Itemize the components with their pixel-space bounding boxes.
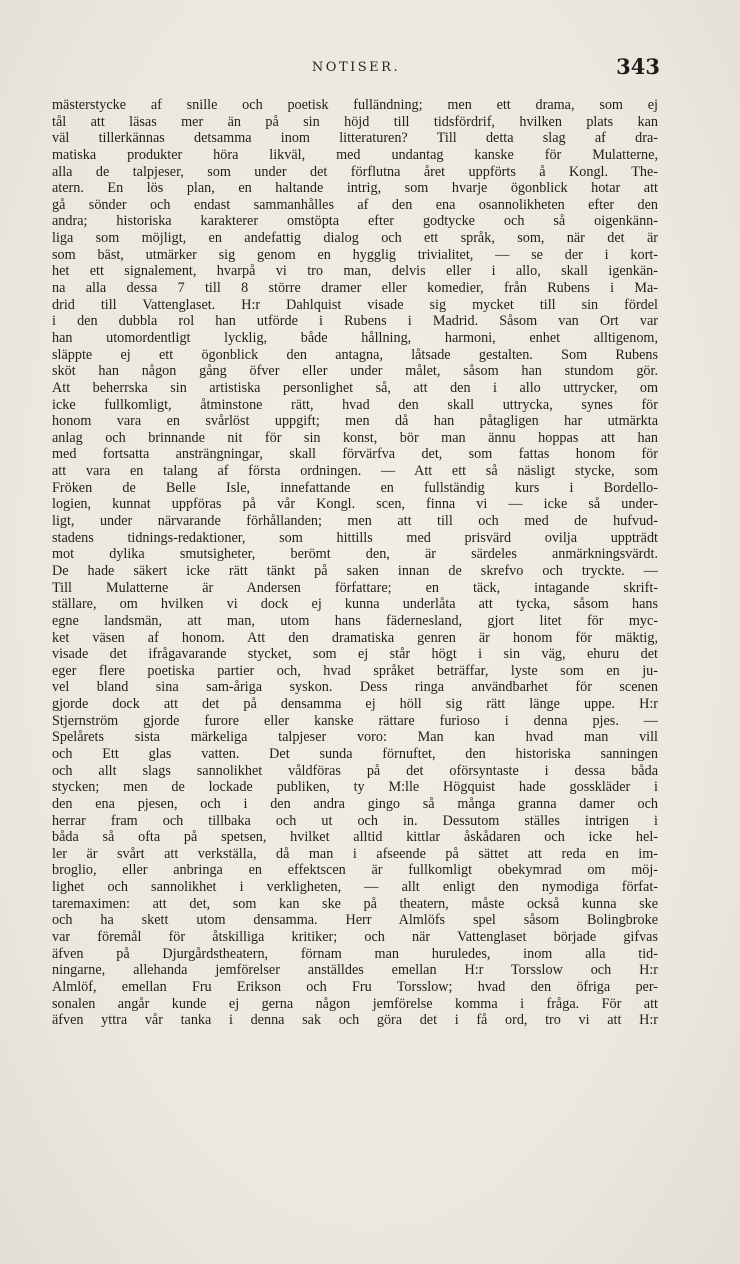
text-line: Spelårets sista märkeliga talpjeser voro: Man kan hvad man vill	[52, 729, 658, 746]
page-header	[52, 54, 660, 84]
text-line: och Ett glas vatten. Det sunda förnuftet, den historiska sanningen	[52, 745, 658, 762]
text-line: liga som möjligt, en andefattig dialog och ett språk, som, när det är	[52, 230, 658, 247]
text-line: Fröken de Belle Isle, innefattande en fullständig kurs i Bordello-	[52, 479, 658, 496]
text-line: ställare, om hvilken vi dock ej kunna underlåta att tycka, såsom hans	[52, 596, 658, 613]
text-line: sonalen angår kunde ej gerna någon jemförelse komma i fråga. För att	[52, 995, 658, 1012]
text-line: med fortsatta ansträngningar, skall förvärfva det, som fattas honom för	[52, 446, 658, 463]
text-line: den ena pjesen, och i den andra gingo så många granna damer och	[52, 795, 658, 812]
text-line: visade det ifrågavarande stycket, som ej står högt i sin väg, ehuru det	[52, 646, 658, 663]
text-line: ligt, under närvarande förhållanden; men att till och med de hufvud-	[52, 513, 658, 530]
page-number: 343	[616, 54, 660, 79]
text-line: taremaximen: att det, som kan ske på theatern, måste också kunna ske	[52, 895, 658, 912]
text-line: väl tillerkännas detsamma inom litteraturen? Till detta slag af dra-	[52, 130, 658, 147]
text-line: ningarne, allehanda jemförelser anställdes emellan H:r Torsslow och H:r	[52, 962, 658, 979]
text-line: Almlöf, emellan Fru Erikson och Fru Torsslow; hvad den öfriga per-	[52, 978, 658, 995]
text-line: släppte ej ett ögonblick den antagna, låtsade gestalten. Som Rubens	[52, 346, 658, 363]
text-line: eger flere poetiska partier och, hvad språket beträffar, lyste som en ju-	[52, 662, 658, 679]
text-line: i den dubbla rol han utförde i Rubens i Madrid. Såsom van Ort var	[52, 313, 658, 330]
text-line: stycken; men de lockade publiken, ty M:lle Högquist hade gosskläder i	[52, 779, 658, 796]
text-line: lighet och sannolikhet i verkligheten, — allt enligt den nymodiga förfat-	[52, 879, 658, 896]
body-text	[52, 97, 658, 1029]
text-line: vel bland sina sam-åriga syskon. Dess ringa användbarhet för scenen	[52, 679, 658, 696]
text-line: äfven yttra vår tanka i denna sak och göra det i få ord, tro vi att H:r	[52, 1012, 658, 1029]
text-line: alla de talpjeser, som under det förflutna året uppförts å Kongl. The-	[52, 163, 658, 180]
text-line: Att beherrska sin artistiska personlighet så, att den i allo uttrycker, om	[52, 379, 658, 396]
text-line: tål att läsas mer än på sin höjd till tidsfördrif, hvilken plats kan	[52, 113, 658, 130]
text-line: gå sönder och endast sammanhålles af den ena osannolikheten efter den	[52, 196, 658, 213]
text-line: och ha skett utom densamma. Herr Almlöfs spel såsom Bolingbroke	[52, 912, 658, 929]
text-line: honom vara en svårlöst uppgift; men då han påtagligen har utmärkta	[52, 413, 658, 430]
text-line: äfven på Djurgårdstheatern, förnam man huruledes, inom alla tid-	[52, 945, 658, 962]
text-line: broglio, eller anbringa en effektscen är fullkomligt obekymrad om möj-	[52, 862, 658, 879]
text-line: atern. En lös plan, en haltande intrig, som hvarje ögonblick hotar att	[52, 180, 658, 197]
text-line: ket väsen af honom. Att den dramatiska genren är honom för mäktig,	[52, 629, 658, 646]
text-line: och allt slags sannolikhet våldföras på det oförsyntaste i dessa båda	[52, 762, 658, 779]
text-line: logien, kunnat uppföras på vår Kongl. scen, finna vi — icke så under-	[52, 496, 658, 513]
running-head: NOTISER.	[311, 60, 401, 75]
text-line: herrar fram och tillbaka och ut och in. Dessutom ställes intrigen i	[52, 812, 658, 829]
text-line: båda så ofta på spetsen, hvilket alltid kittlar åskådaren och icke hel-	[52, 829, 658, 846]
text-line: sköt han någon gång öfver eller under målet, såsom han stundom gör.	[52, 363, 658, 380]
text-line: egne landsmän, att man, utom hans fädernesland, gjort litet för myc-	[52, 612, 658, 629]
text-line: matiska produkter höra likväl, med undantag kanske för Mulatterne,	[52, 146, 658, 163]
text-line: Till Mulatterne är Andersen författare; en täck, intagande skrift-	[52, 579, 658, 596]
text-line: na alla dessa 7 till 8 större dramer eller komedier, från Rubens i Ma-	[52, 280, 658, 297]
text-line: att vara en talang af första ordningen. — Att ett så näsligt stycke, som	[52, 463, 658, 480]
text-line: andra; historiska karakterer omstöpta efter godtycke och så oigenkänn-	[52, 213, 658, 230]
text-line: stadens tidnings-redaktioner, som hittills med prisvärd ovilja uppträdt	[52, 529, 658, 546]
text-line: gjorde dock att det på densamma ej höll sig rätt länge uppe. H:r	[52, 696, 658, 713]
text-line: var föremål för åtskilliga kritiker; och när Vattenglaset började gifvas	[52, 929, 658, 946]
text-line: mot dylika smutsigheter, berömt den, är särdeles anmärkningsvärdt.	[52, 546, 658, 563]
text-line: mästerstycke af snille och poetisk fulländning; men ett drama, som ej	[52, 97, 658, 113]
text-line: anlag och brinnande nit för sin konst, bör man ännu hoppas att han	[52, 429, 658, 446]
text-line: het ett signalement, hvarpå vi tro man, delvis eller i allo, skall igenkän-	[52, 263, 658, 280]
text-line: ler är svårt att verkställa, då man i afseende på sättet att reda en im-	[52, 845, 658, 862]
text-line: Stjernström gjorde furore eller kanske rättare furioso i denna pjes. —	[52, 712, 658, 729]
text-line: De hade säkert icke rätt tänkt på saken innan de skrefvo och tryckte. —	[52, 562, 658, 579]
text-line: drid till Vattenglaset. H:r Dahlquist visade sig mycket till sin fördel	[52, 296, 658, 313]
text-line: icke fullkomligt, åtminstone rätt, hvad den skall uttrycka, synes för	[52, 396, 658, 413]
text-line: som bäst, utmärker sig genom en hygglig trivialitet, — se der i kort-	[52, 246, 658, 263]
text-line: han utomordentligt lycklig, både hållning, harmoni, enhet alltigenom,	[52, 329, 658, 346]
